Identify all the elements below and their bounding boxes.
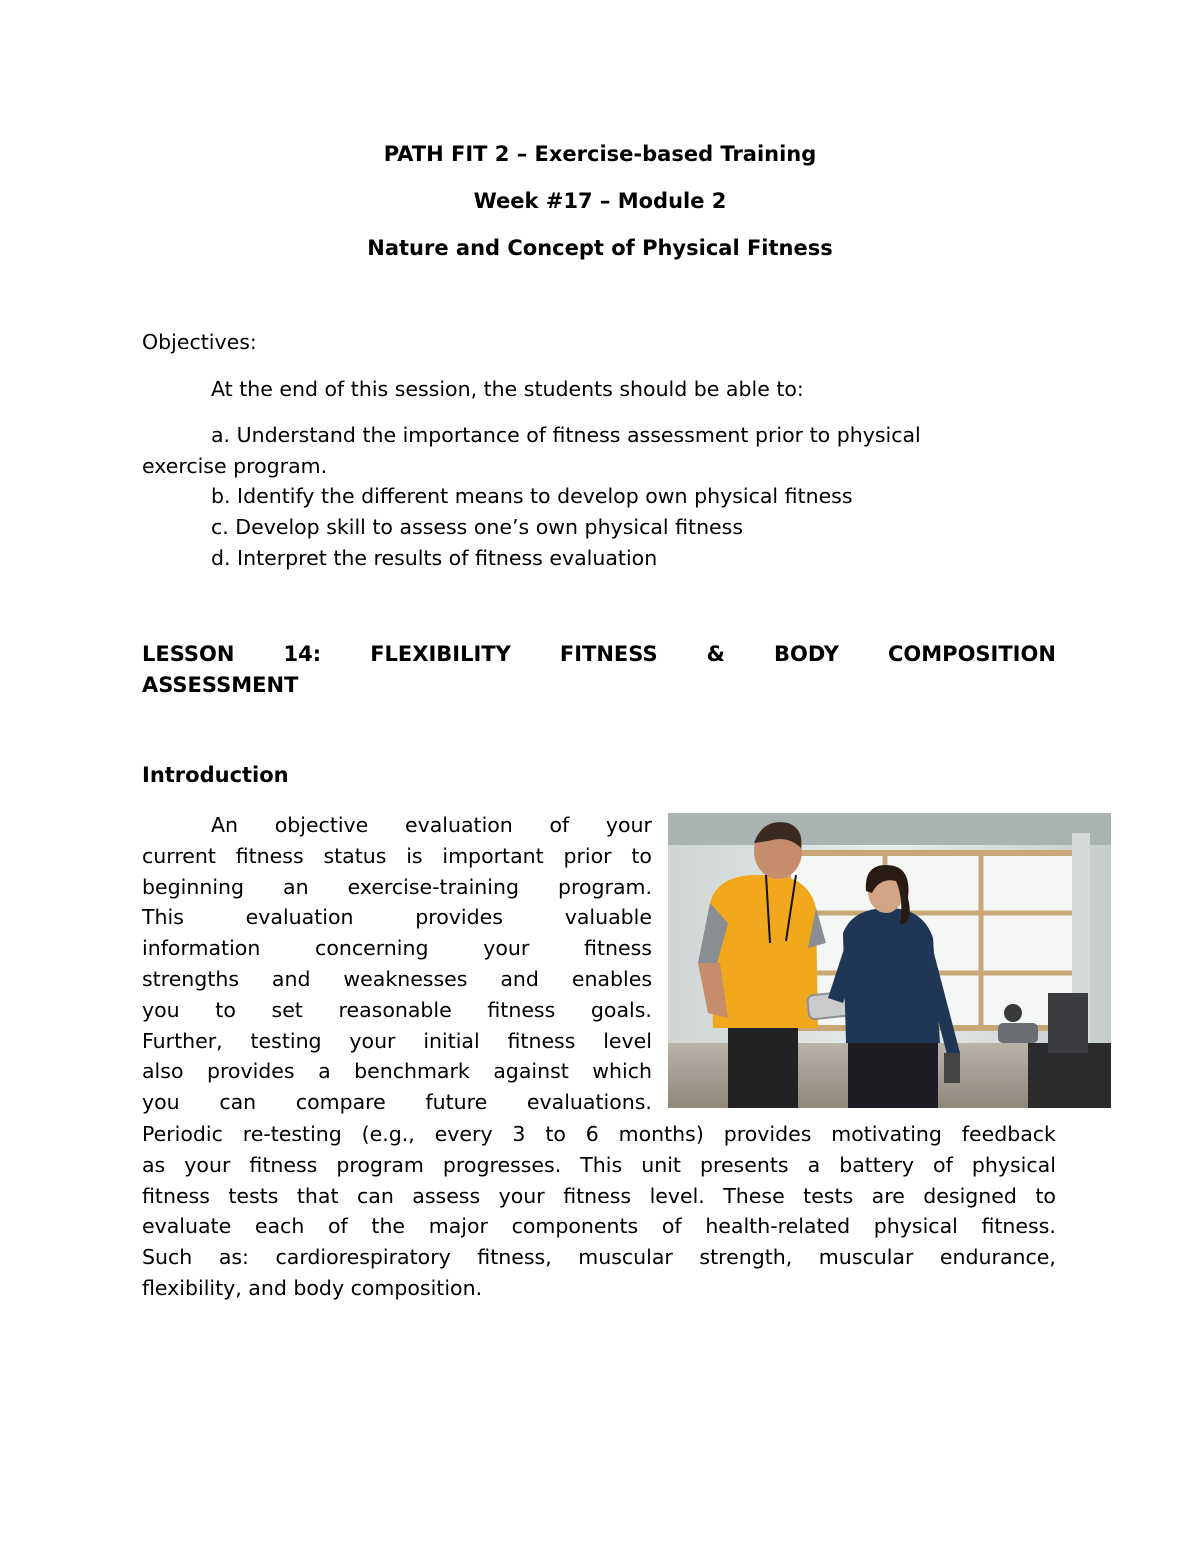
paragraph-word: evaluations. [526, 1090, 652, 1115]
paragraph-word: (e.g., [361, 1122, 415, 1146]
paragraph-word: is [406, 843, 423, 868]
paragraph-word: program. [557, 874, 652, 899]
paragraph-line: flexibility, and body composition. [142, 1275, 483, 1300]
objective-d: d. Interpret the results of fitness evaluation [211, 546, 658, 570]
paragraph-word: months) [618, 1122, 704, 1146]
lesson-word: LESSON [142, 642, 235, 666]
paragraph-word: status [323, 843, 387, 868]
paragraph-word: you [142, 1090, 180, 1115]
paragraph-word: This [142, 905, 184, 930]
paragraph-word: concerning [315, 936, 429, 961]
paragraph-word: important [442, 843, 544, 868]
paragraph-word: a [807, 1152, 821, 1177]
objective-c: c. Develop skill to assess one’s own physical fitness [211, 515, 744, 539]
paragraph-word: fitness, [477, 1245, 552, 1270]
paragraph-word: also [142, 1059, 184, 1084]
paragraph-word: against [493, 1059, 569, 1084]
trainer-client-photo [668, 813, 1111, 1108]
paragraph-word: evaluate [142, 1214, 232, 1239]
introduction-paragraph-wrapped [142, 810, 652, 1118]
paragraph-word: testing [250, 1028, 322, 1053]
topic-title: Nature and Concept of Physical Fitness [367, 236, 833, 260]
objectives-intro: At the end of this session, the students should be able to: [211, 377, 804, 401]
paragraph-word: which [592, 1059, 652, 1084]
paragraph-word: can [219, 1090, 257, 1115]
paragraph-word: level. [649, 1183, 705, 1208]
paragraph-word: fitness [563, 1183, 632, 1208]
paragraph-word: re-testing [242, 1122, 342, 1146]
paragraph-word: tests [228, 1183, 279, 1208]
paragraph-line [142, 1087, 652, 1118]
paragraph-word: cardiorespiratory [275, 1245, 451, 1270]
paragraph-word: 6 [585, 1122, 599, 1146]
paragraph-line [142, 902, 652, 933]
introduction-heading: Introduction [142, 763, 289, 787]
paragraph-word: and [500, 966, 539, 991]
paragraph-line [142, 1056, 652, 1087]
lesson-word: 14: [283, 642, 322, 666]
paragraph-word: Periodic [142, 1122, 223, 1146]
paragraph-line [142, 1119, 1056, 1150]
paragraph-word: to [1035, 1183, 1056, 1208]
introduction-paragraph-full [142, 1119, 1056, 1304]
paragraph-word: current [142, 843, 216, 868]
week-module-title: Week #17 – Module 2 [473, 189, 727, 213]
paragraph-word: as [142, 1152, 166, 1177]
objective-a: a. Understand the importance of fitness assessment prior to physical [211, 423, 921, 447]
paragraph-word: level [603, 1028, 652, 1053]
course-title: PATH FIT 2 – Exercise-based Training [383, 142, 817, 166]
paragraph-word: assess [412, 1183, 481, 1208]
lesson-word: COMPOSITION [888, 642, 1056, 666]
paragraph-word: of [327, 1214, 348, 1239]
paragraph-word: your [483, 936, 530, 961]
paragraph-word: fitness [507, 1028, 576, 1053]
paragraph-word: evaluation [404, 813, 513, 837]
lesson-word: FLEXIBILITY [370, 642, 511, 666]
paragraph-word: fitness [249, 1152, 318, 1177]
paragraph-word: physical [971, 1152, 1056, 1177]
paragraph-word: reasonable [338, 997, 452, 1022]
paragraph-word: benchmark [354, 1059, 470, 1084]
paragraph-word: future [425, 1090, 488, 1115]
lesson-word: BODY [774, 642, 839, 666]
paragraph-word: physical [873, 1214, 958, 1239]
lesson-word: FITNESS [559, 642, 658, 666]
paragraph-word: tests [803, 1183, 854, 1208]
paragraph-line [142, 810, 652, 841]
paragraph-word: 3 [512, 1122, 526, 1146]
paragraph-word: prior [563, 843, 612, 868]
paragraph-word: objective [274, 813, 369, 837]
paragraph-line [142, 1242, 1056, 1273]
objectives-label: Objectives: [142, 330, 257, 354]
paragraph-word: the [371, 1214, 406, 1239]
paragraph-word: that [296, 1183, 339, 1208]
paragraph-word: fitness [235, 843, 304, 868]
lesson-word: & [706, 642, 725, 666]
paragraph-word: An [211, 813, 239, 837]
paragraph-word: Such [142, 1245, 193, 1270]
lesson-heading-line-2: ASSESSMENT [142, 673, 299, 697]
paragraph-word: a [318, 1059, 331, 1084]
paragraph-word: your [605, 813, 652, 837]
paragraph-line [142, 933, 652, 964]
paragraph-word: an [283, 874, 309, 899]
paragraph-word: your [184, 1152, 231, 1177]
paragraph-word: of [933, 1152, 953, 1177]
paragraph-word: set [271, 997, 303, 1022]
paragraph-word: goals. [590, 997, 652, 1022]
paragraph-word: motivating [831, 1122, 942, 1146]
paragraph-line [142, 1150, 1056, 1181]
paragraph-word: This [580, 1152, 623, 1177]
paragraph-word: your [498, 1183, 545, 1208]
paragraph-word: muscular [578, 1245, 673, 1270]
paragraph-word: every [434, 1122, 493, 1146]
paragraph-word: fitness [487, 997, 556, 1022]
paragraph-word: unit [641, 1152, 681, 1177]
lesson-heading-line-1 [142, 639, 1056, 670]
paragraph-word: strength, [699, 1245, 793, 1270]
paragraph-word: strengths [142, 966, 240, 991]
paragraph-word: endurance, [939, 1245, 1056, 1270]
paragraph-word: fitness. [981, 1214, 1056, 1239]
paragraph-word: enables [571, 966, 652, 991]
paragraph-word: you [142, 997, 180, 1022]
paragraph-word: of [661, 1214, 682, 1239]
paragraph-word: These [723, 1183, 785, 1208]
paragraph-word: feedback [961, 1122, 1056, 1146]
paragraph-word: to [631, 843, 652, 868]
paragraph-word: can [356, 1183, 394, 1208]
lesson-heading [142, 639, 1056, 701]
paragraph-word: fitness [584, 936, 652, 961]
paragraph-word: to [215, 997, 236, 1022]
paragraph-word: battery [839, 1152, 915, 1177]
paragraph-word: exercise-training [347, 874, 519, 899]
paragraph-word: progresses. [442, 1152, 562, 1177]
paragraph-word: beginning [142, 874, 245, 899]
paragraph-line [142, 1026, 652, 1057]
paragraph-word: program [336, 1152, 424, 1177]
paragraph-word: of [549, 813, 570, 837]
paragraph-word: provides [206, 1059, 295, 1084]
paragraph-word: to [545, 1122, 566, 1146]
paragraph-word: valuable [564, 905, 652, 930]
paragraph-word: presents [699, 1152, 789, 1177]
paragraph-word: compare [295, 1090, 386, 1115]
paragraph-word: fitness [142, 1183, 210, 1208]
paragraph-line [142, 1211, 1056, 1242]
paragraph-word: evaluation [245, 905, 354, 930]
paragraph-word: your [349, 1028, 396, 1053]
paragraph-word: major [428, 1214, 488, 1239]
objective-b: b. Identify the different means to develop own physical fitness [211, 484, 853, 508]
paragraph-word: provides [723, 1122, 812, 1146]
paragraph-line [142, 872, 652, 903]
paragraph-word: each [254, 1214, 305, 1239]
paragraph-word: components [511, 1214, 639, 1239]
paragraph-line [142, 964, 652, 995]
paragraph-word: and [271, 966, 311, 991]
paragraph-word: information [142, 936, 261, 961]
paragraph-word: weaknesses [343, 966, 468, 991]
paragraph-line [142, 995, 652, 1026]
paragraph-word: designed [923, 1183, 1017, 1208]
paragraph-word: Further, [142, 1028, 223, 1053]
paragraph-word: provides [415, 905, 503, 930]
paragraph-line [142, 1181, 1056, 1212]
paragraph-word: are [871, 1183, 905, 1208]
paragraph-word: health-related [705, 1214, 851, 1239]
objective-a-continued: exercise program. [142, 454, 328, 478]
paragraph-line [142, 841, 652, 872]
paragraph-word: as: [218, 1245, 249, 1270]
paragraph-word: muscular [818, 1245, 914, 1270]
paragraph-word: initial [423, 1028, 480, 1053]
